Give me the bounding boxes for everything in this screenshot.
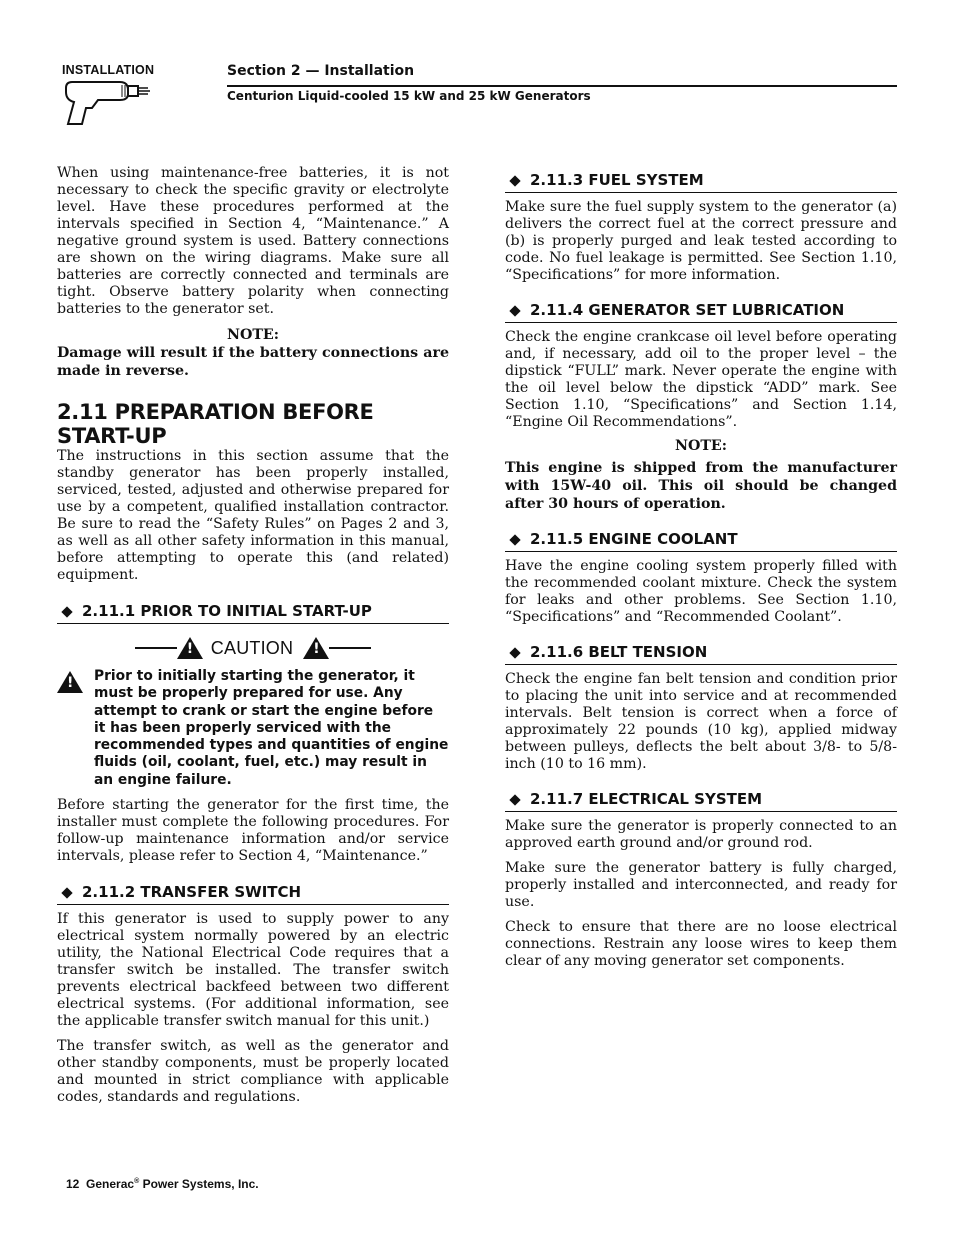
- section-heading: Section 2 — Installation: [227, 63, 415, 79]
- section-2114: [505, 301, 897, 513]
- section-211-paragraph: The instructions in this section assume that the standby generator has been properly installed, serviced, tested, adjusted and otherwise prepared for use by a competent, qualified installation contractor. Be sure to read the “Safety Rules” on Pages 2 and 3, as well as all other safety information in this manual, before attempting to operate this (and related) equipment.: [57, 448, 449, 583]
- warning-triangle-icon: [177, 637, 203, 659]
- company-name-rest: Power Systems, Inc.: [139, 1177, 259, 1191]
- section-2117-heading: [505, 790, 897, 812]
- section-2116: [505, 643, 897, 773]
- caution-banner: [57, 636, 449, 660]
- section-2112-paragraph-1: If this generator is used to supply power to any electrical system normally powered by an electric utility, the National Electrical Code requires that a transfer switch be installed. The transfer switch prevents electrical backfeed between two different electrical systems. (For additional information, see the applicable transfer switch manual for this unit.): [57, 911, 449, 1030]
- diamond-bullet-icon: [509, 647, 520, 658]
- battery-paragraph: When using maintenance-free batteries, it is not necessary to check the specific gravity or electrolyte level. Have these procedures performed at the intervals specified in Section 4, “Maintenance.” A negative ground system is used. Battery connections are shown on the wiring diagrams. Make sure all batteries are correctly connected and terminals are tight. Observe battery polarity when connecting batteries to the generator set.: [57, 165, 449, 317]
- caution-line-right: [329, 647, 371, 649]
- section-2111-heading: [57, 602, 449, 624]
- section-2111-paragraph: Before starting the generator for the first time, the installer must complete the following procedures. For follow-up maintenance information and/or service intervals, please refer to Section 4, “Maintenance.”: [57, 797, 449, 865]
- section-2116-heading: [505, 643, 897, 665]
- diamond-bullet-icon: [61, 606, 72, 617]
- installation-badge-label: INSTALLATION: [62, 63, 155, 77]
- warning-triangle-icon: [57, 671, 83, 693]
- left-column: [57, 165, 449, 1123]
- section-2112-title: 2.11.2 TRANSFER SWITCH: [82, 883, 302, 902]
- page-footer: [66, 1177, 259, 1191]
- section-2117-paragraph-1: Make sure the generator is properly connected to an approved earth ground and/or ground rod.: [505, 818, 897, 851]
- section-2115-title: 2.11.5 ENGINE COOLANT: [530, 530, 738, 548]
- section-2112: [57, 883, 449, 1106]
- section-211-heading: 2.11 PREPARATION BEFORE START-UP: [57, 400, 374, 448]
- caution-block: [57, 668, 449, 789]
- section-2117-paragraph-3: Check to ensure that there are no loose electrical connections. Restrain any loose wires to keep them clear of any moving generator set components.: [505, 919, 897, 969]
- warning-triangle-icon: [303, 637, 329, 659]
- caution-icon-wrap: [57, 668, 94, 789]
- section-2113-paragraph: Make sure the fuel supply system to the generator (a) delivers the correct fuel at the correct pressure and (b) is properly purged and leak tested according to code. No fuel leakage is permitted. See Section 1.10, “Specifications” for more information.: [505, 199, 897, 283]
- section-2113-title: 2.11.3 FUEL SYSTEM: [530, 171, 704, 189]
- note-title: NOTE:: [675, 438, 727, 454]
- section-2113-heading: [505, 171, 897, 193]
- section-2114-paragraph: Check the engine crankcase oil level before operating and, if necessary, add oil to the proper level – the dipstick “FULL” mark. Never operate the engine with the oil level below the dipstick “ADD” mark. See Section 1.10, “Specifications” and Section 1.14, “Engine Oil Recommendations”.: [505, 329, 897, 430]
- section-2116-title: 2.11.6 BELT TENSION: [530, 643, 708, 661]
- right-column: [505, 171, 897, 987]
- drill-icon: [62, 78, 152, 128]
- section-2112-paragraph-2: The transfer switch, as well as the generator and other standby components, must be properly located and mounted in strict compliance with applicable codes, standards and regulations.: [57, 1038, 449, 1106]
- diamond-bullet-icon: [509, 175, 520, 186]
- section-2117-paragraph-2: Make sure the generator battery is fully charged, properly installed and interconnected, and ready for use.: [505, 860, 897, 910]
- section-2111: [57, 602, 449, 865]
- caution-text: Prior to initially starting the generator, it must be properly prepared for use. Any attempt to crank or start the engine before it has been properly serviced with the recommended types and quantities of engine fluids (oil, coolant, fuel, etc.) may result in an engine failure.: [94, 668, 449, 788]
- section-2116-paragraph: Check the engine fan belt tension and condition prior to placing the unit into service and at recommended intervals. Belt tension is correct when a force of approximately 22 pounds (10 kg), applied midway between pulleys, deflects the belt about 3/8- to 5/8-inch (10 to 16 mm).: [505, 671, 897, 772]
- section-2114-title: 2.11.4 GENERATOR SET LUBRICATION: [530, 301, 845, 319]
- section-2113: [505, 171, 897, 284]
- diamond-bullet-icon: [509, 794, 520, 805]
- registered-mark: ®: [134, 1178, 140, 1185]
- diamond-bullet-icon: [509, 305, 520, 316]
- section-2115: [505, 530, 897, 626]
- company-name: Generac: [86, 1177, 135, 1191]
- section-2117: [505, 790, 897, 970]
- section-2111-title: 2.11.1 PRIOR TO INITIAL START-UP: [82, 602, 372, 620]
- diamond-bullet-icon: [61, 887, 72, 898]
- document-subtitle: Centurion Liquid-cooled 15 kW and 25 kW Generators: [227, 89, 591, 103]
- section-2115-paragraph: Have the engine cooling system properly filled with the recommended coolant mixture. Check the system for leaks and other problems. See Section 1.10, “Specifications” and “Recommended Coolant”.: [505, 558, 897, 625]
- section-2112-heading: [57, 883, 449, 905]
- section-2114-heading: [505, 301, 897, 323]
- section-2115-heading: [505, 530, 897, 552]
- header-divider: [227, 85, 897, 87]
- note-text: Damage will result if the battery connections are made in reverse.: [57, 345, 449, 379]
- section-2117-title: 2.11.7 ELECTRICAL SYSTEM: [530, 790, 763, 808]
- caution-label: CAUTION: [210, 637, 294, 658]
- note-text: This engine is shipped from the manufacturer with 15W-40 oil. This oil should be changed after 30 hours of operation.: [505, 460, 897, 512]
- page-number: 12: [66, 1177, 80, 1191]
- caution-line-left: [135, 647, 177, 649]
- note-title: NOTE:: [227, 327, 279, 343]
- diamond-bullet-icon: [509, 534, 520, 545]
